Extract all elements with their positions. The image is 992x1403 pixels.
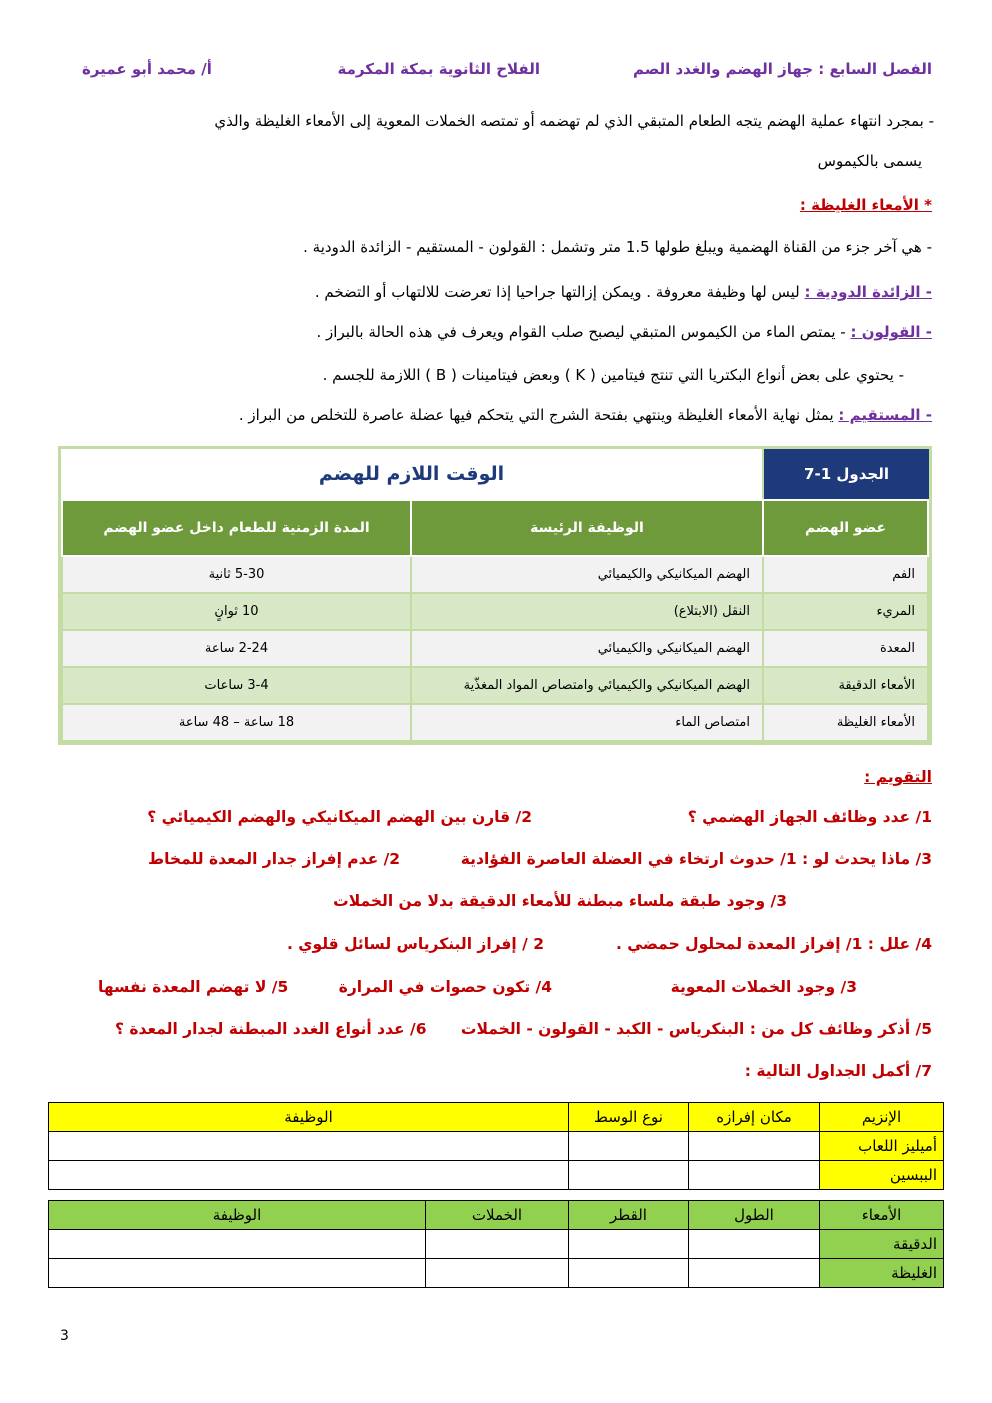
table-row xyxy=(62,556,928,593)
blank-cell[interactable] xyxy=(569,1230,689,1259)
rectum-text: يمثل نهاية الأمعاء الغليظة وينتهي بفتحة الشرج التي يتحكم فيها عضلة عاصرة للتخلص من البراز . xyxy=(238,406,834,424)
duration-cell: 2-24 ساعة xyxy=(62,630,411,667)
secretion-place-header: مكان إفرازه xyxy=(689,1103,820,1132)
blank-cell[interactable] xyxy=(689,1132,820,1161)
blank-cell[interactable] xyxy=(569,1132,689,1161)
blank-cell[interactable] xyxy=(49,1161,569,1190)
question-3c: 3/ وجود طبقة ملساء مبطنة للأمعاء الدقيقة بدلا من الخملات xyxy=(333,892,787,910)
table-row xyxy=(62,593,928,630)
blank-cell[interactable] xyxy=(569,1161,689,1190)
intestine-header: الأمعاء xyxy=(820,1201,944,1230)
blank-cell[interactable] xyxy=(689,1230,820,1259)
page-number: 3 xyxy=(60,1328,69,1344)
blank-cell[interactable] xyxy=(569,1259,689,1288)
blank-cell[interactable] xyxy=(49,1259,426,1288)
organ-cell: المريء xyxy=(763,593,928,630)
organ-cell: الأمعاء الغليظة xyxy=(763,704,928,741)
question-4e: 5/ لا تهضم المعدة نفسها xyxy=(98,978,289,996)
intro-line-1: - بمجرد انتهاء عملية الهضم يتجه الطعام المتبقي الذي لم تهضمه أو تمتصه الخملات المعوية إلى الأمعاء الغليظة والذي xyxy=(214,112,934,130)
enzyme-name: أميليز اللعاب xyxy=(820,1132,944,1161)
column-header-function: الوظيفة الرئيسة xyxy=(411,500,763,556)
function-header: الوظيفة xyxy=(49,1103,569,1132)
table-row xyxy=(49,1161,944,1190)
intro-line-2: يسمى بالكيموس xyxy=(817,152,922,170)
function-cell: الهضم الميكانيكي والكيميائي xyxy=(411,630,763,667)
blank-cell[interactable] xyxy=(426,1259,569,1288)
intestine-name: الدقيقة xyxy=(820,1230,944,1259)
question-2: 2/ قارن بين الهضم الميكانيكي والهضم الكيميائي ؟ xyxy=(147,808,532,826)
question-3b: 2/ عدم إفراز جدار المعدة للمخاط xyxy=(148,850,401,868)
function-cell: الهضم الميكانيكي والكيميائي xyxy=(411,556,763,593)
function-cell: النقل (الابتلاع) xyxy=(411,593,763,630)
teacher-name: أ/ محمد أبو عميرة xyxy=(82,60,212,78)
question-7: 7/ أكمل الجداول التالية : xyxy=(744,1062,932,1080)
appendix-text: ليس لها وظيفة معروفة . ويمكن إزالتها جراحيا إذا تعرضت للالتهاب أو التضخم . xyxy=(314,283,800,301)
question-4a: 4/ علل : 1/ إفراز المعدة لمحلول حمضي . xyxy=(615,935,932,953)
column-header-duration: المدة الزمنية للطعام داخل عضو الهضم xyxy=(62,500,411,556)
duration-cell: 10 ثوانٍ xyxy=(62,593,411,630)
function-cell: امتصاص الماء xyxy=(411,704,763,741)
question-1: 1/ عدد وظائف الجهاز الهضمي ؟ xyxy=(687,808,932,826)
question-4c: 3/ وجود الخملات المعوية xyxy=(670,978,857,996)
blank-cell[interactable] xyxy=(49,1230,426,1259)
question-6: 6/ عدد أنواع الغدد المبطنة لجدار المعدة ؟ xyxy=(115,1020,427,1038)
table-row xyxy=(49,1259,944,1288)
intestine-name: الغليظة xyxy=(820,1259,944,1288)
length-header: الطول xyxy=(689,1201,820,1230)
colon-line xyxy=(317,323,932,341)
diameter-header: القطر xyxy=(569,1201,689,1230)
function-header: الوظيفة xyxy=(49,1201,426,1230)
rectum-label: - المستقيم : xyxy=(838,406,932,424)
duration-cell: 18 ساعة – 48 ساعة xyxy=(62,704,411,741)
table-title: الوقت اللازم للهضم xyxy=(61,449,764,499)
appendix-label: - الزائدة الدودية : xyxy=(804,283,932,301)
table-row xyxy=(49,1132,944,1161)
enzyme-header: الإنزيم xyxy=(820,1103,944,1132)
medium-type-header: نوع الوسط xyxy=(569,1103,689,1132)
enzyme-table xyxy=(48,1102,944,1190)
duration-cell: 5-30 ثانية xyxy=(62,556,411,593)
question-4b: 2 / إفراز البنكرياس لسائل قلوي . xyxy=(286,935,544,953)
question-4d: 4/ تكون حصوات في المرارة xyxy=(338,978,552,996)
function-cell: الهضم الميكانيكي والكيميائي وامتصاص المواد المغذّية xyxy=(411,667,763,704)
table-header-row xyxy=(49,1201,944,1230)
appendix-line xyxy=(315,283,932,301)
blank-cell[interactable] xyxy=(689,1161,820,1190)
blank-cell[interactable] xyxy=(426,1230,569,1259)
chapter-title: الفصل السابع : جهاز الهضم والغدد الصم xyxy=(632,60,932,78)
enzyme-name: الببسين xyxy=(820,1161,944,1190)
question-3a: 3/ ماذا يحدث لو : 1/ حدوث ارتخاء في العضلة العاصرة الفؤادية xyxy=(460,850,932,868)
digestion-time-table xyxy=(58,446,932,745)
colon-text-2: - يحتوي على بعض أنواع البكتريا التي تنتج فيتامين ( K ) وبعض فيتامينات ( B ) اللازمة للجسم . xyxy=(322,366,904,384)
organ-cell: الأمعاء الدقيقة xyxy=(763,667,928,704)
table-caption: الجدول 1-7 xyxy=(764,449,929,499)
question-5: 5/ أذكر وظائف كل من : البنكرياس - الكبد - القولون - الخملات xyxy=(460,1020,932,1038)
blank-cell[interactable] xyxy=(689,1259,820,1288)
table-row xyxy=(62,667,928,704)
colon-label: - القولون : xyxy=(850,323,932,341)
evaluation-heading: التقويم : xyxy=(864,768,932,786)
table-header-row xyxy=(49,1103,944,1132)
blank-cell[interactable] xyxy=(49,1132,569,1161)
large-intestine-desc: - هي آخر جزء من القناة الهضمية ويبلغ طولها 1.5 متر وتشمل : القولون - المستقيم - الزائدة الدودية . xyxy=(303,238,932,256)
colon-text: - يمتص الماء من الكيموس المتبقي ليصبح صلب القوام ويعرف في هذه الحالة بالبراز . xyxy=(316,323,846,341)
rectum-line xyxy=(239,406,932,424)
intestine-table xyxy=(48,1200,944,1288)
duration-cell: 3-4 ساعات xyxy=(62,667,411,704)
school-name: الفلاح الثانوية بمكة المكرمة xyxy=(337,60,540,78)
table-row xyxy=(49,1230,944,1259)
table-row xyxy=(62,630,928,667)
organ-cell: المعدة xyxy=(763,630,928,667)
table-row xyxy=(62,704,928,741)
organ-cell: الفم xyxy=(763,556,928,593)
large-intestine-heading: * الأمعاء الغليظة : xyxy=(799,196,932,214)
column-header-organ: عضو الهضم xyxy=(763,500,928,556)
villi-header: الخملات xyxy=(426,1201,569,1230)
